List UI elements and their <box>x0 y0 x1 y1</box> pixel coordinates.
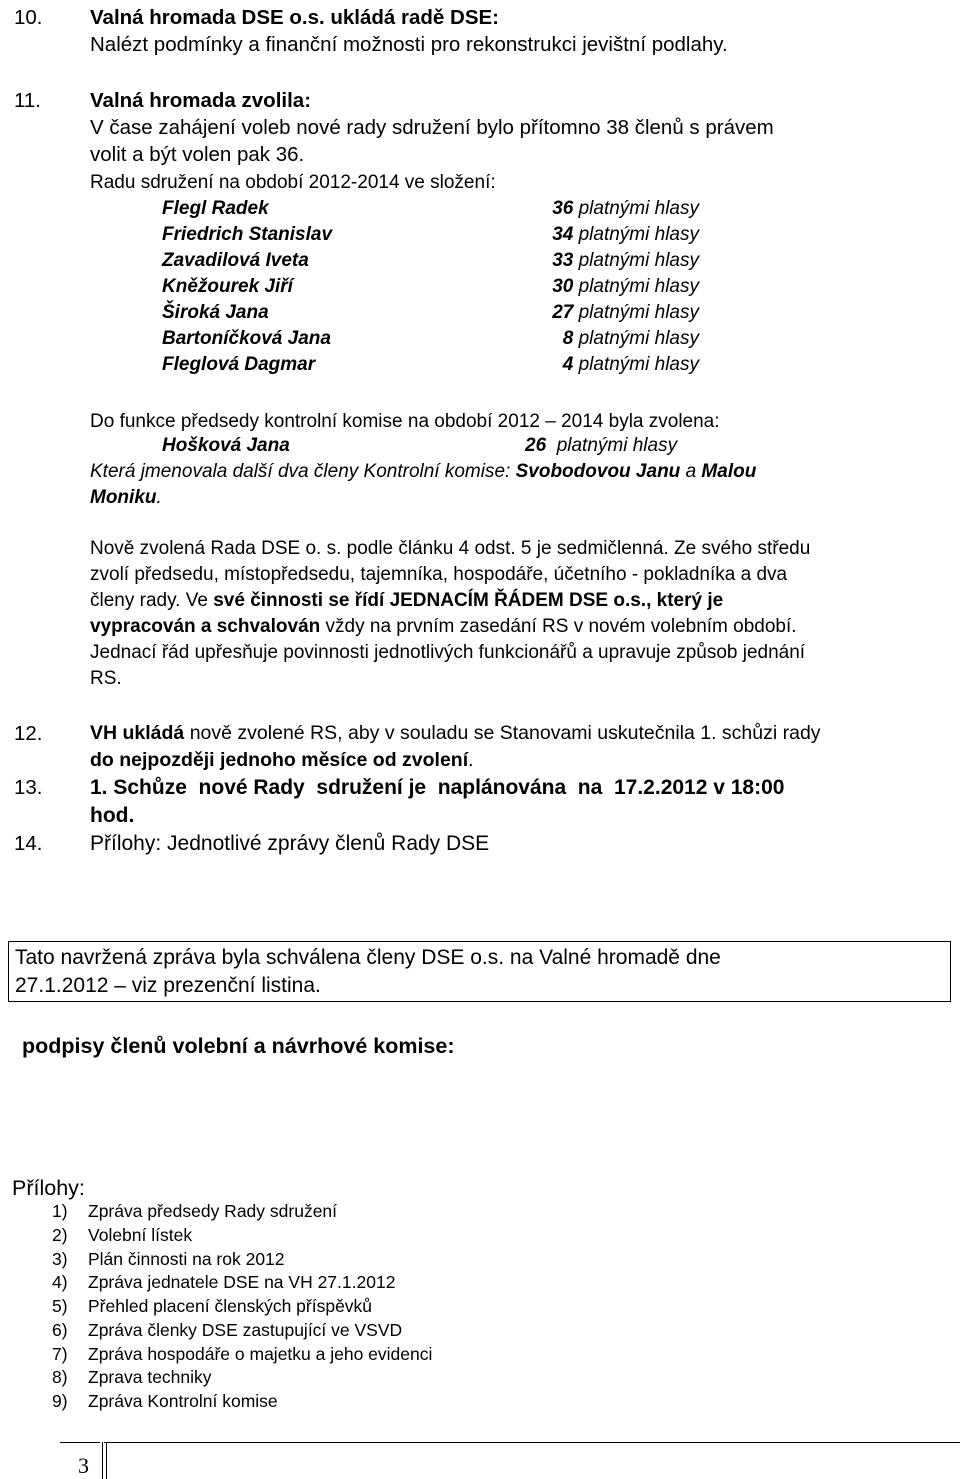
attachment-title: Zpráva členky DSE zastupující ve VSVD <box>88 1320 403 1340</box>
council-member-votes <box>518 325 699 352</box>
footer-rule <box>60 1442 100 1443</box>
council-member-votes <box>518 273 699 300</box>
attachment-number: 6) <box>52 1320 68 1340</box>
attachment-title: Přehled placení členských příspěvků <box>88 1296 373 1316</box>
appointed-member-2-cont: Moniku <box>90 487 157 508</box>
para-text: členy rady. Ve <box>90 590 214 611</box>
item-13-number: 13. <box>14 776 43 799</box>
attachment-title: Zpráva Kontrolní komise <box>88 1391 278 1411</box>
control-name: Hošková Jana <box>162 435 290 456</box>
votes-suffix: platnými hlasy <box>578 302 699 323</box>
attachments-title: Přílohy: <box>12 1176 85 1200</box>
attachment-number: 5) <box>52 1296 68 1316</box>
item-11-number: 11. <box>14 89 41 112</box>
attachment-item <box>52 1200 337 1222</box>
council-member-votes <box>518 195 699 222</box>
item-13-line2: hod. <box>90 804 135 827</box>
footer-rule <box>104 1442 960 1443</box>
item-13-line1: 1. Schůze nové Rady sdružení je naplánována na 17.2.2012 v 18:00 <box>90 776 785 799</box>
council-member-name: Zavadilová Iveta <box>162 250 309 271</box>
attachment-item <box>52 1343 432 1365</box>
votes-count: 33 <box>552 250 574 271</box>
council-member-name: Friedrich Stanislav <box>162 224 333 245</box>
para-line <box>90 613 797 640</box>
appointed-line-2 <box>90 484 162 511</box>
votes-suffix: platnými hlasy <box>578 224 699 245</box>
item-12-line2 <box>90 747 474 774</box>
approval-line2: 27.1.2012 – viz prezenční listina. <box>15 974 321 997</box>
item-12-text: nově zvolené RS, aby v souladu se Stanovami uskutečnila 1. schůzi rady <box>184 722 821 744</box>
para-line: Jednací řád upřesňuje povinnosti jednotlivých funkcionářů a upravuje způsob jednání <box>90 642 806 663</box>
votes-suffix: platnými hlasy <box>578 354 699 375</box>
attachment-title: Plán činnosti na rok 2012 <box>88 1249 285 1269</box>
item-12-bold-deadline: do nejpozději jednoho měsíce od zvolení <box>90 749 469 771</box>
approval-line1: Tato navržená zpráva byla schválena členy DSE o.s. na Valné hromadě dne <box>15 946 721 969</box>
votes-suffix: platnými hlasy <box>578 198 699 219</box>
attachment-number: 9) <box>52 1391 68 1411</box>
attachment-item <box>52 1319 402 1341</box>
council-member-name: Fleglová Dagmar <box>162 354 316 375</box>
attachment-item <box>52 1390 278 1412</box>
control-intro: Do funkce předsedy kontrolní komise na období 2012 – 2014 byla zvolena: <box>90 411 720 432</box>
council-member-name: Široká Jana <box>162 302 269 323</box>
item-12-line1 <box>90 720 821 747</box>
votes-count: 34 <box>552 224 574 245</box>
item-10-number: 10. <box>14 6 43 29</box>
votes-count: 8 <box>562 328 574 349</box>
attachment-number: 7) <box>52 1344 68 1364</box>
attachment-title: Zpráva hospodáře o majetku a jeho evidenci <box>88 1344 433 1364</box>
item-11-line1: V čase zahájení voleb nové rady sdružení bylo přítomno 38 členů s právem <box>90 116 774 139</box>
appointed-member-1: Svobodovou Janu <box>515 461 681 482</box>
votes-suffix: platnými hlasy <box>578 328 699 349</box>
item-12-period: . <box>468 749 474 771</box>
appointed-line <box>90 458 756 485</box>
para-line <box>90 587 723 614</box>
council-member-name: Bartoníčková Jana <box>162 328 331 349</box>
attachment-title: Volební lístek <box>88 1225 193 1245</box>
council-member-votes <box>518 221 699 248</box>
votes-suffix: platnými hlasy <box>578 276 699 297</box>
attachment-number: 1) <box>52 1201 68 1221</box>
votes-count: 4 <box>562 354 574 375</box>
council-member-name: Kněžourek Jiří <box>162 276 293 297</box>
para-bold: vypracován a schvalován <box>90 616 321 637</box>
attachment-title: Zprava techniky <box>88 1367 212 1387</box>
page-number: 3 <box>78 1453 89 1478</box>
control-votes-count: 26 <box>525 435 547 456</box>
para-line: zvolí předsedu, místopředsedu, tajemníka, hospodáře, účetního - pokladníka a dva <box>90 564 788 585</box>
attachment-number: 3) <box>52 1249 68 1269</box>
item-10-title: Valná hromada DSE o.s. ukládá radě DSE: <box>90 6 499 29</box>
attachment-title: Zpráva jednatele DSE na VH 27.1.2012 <box>88 1272 396 1292</box>
item-12-number: 12. <box>14 722 43 745</box>
control-votes <box>525 432 677 459</box>
attachment-number: 2) <box>52 1225 68 1245</box>
item-12-bold: VH ukládá <box>90 722 185 744</box>
appointed-text: Která jmenovala další dva členy Kontrolní komise: <box>90 461 516 482</box>
para-bold: své činnosti se řídí JEDNACÍM ŘÁDEM DSE o.s., který je <box>213 590 724 611</box>
control-votes-suffix: platnými hlasy <box>556 435 678 456</box>
signatures-heading: podpisy členů volební a návrhové komise: <box>22 1034 455 1058</box>
item-10-text: Nalézt podmínky a finanční možnosti pro rekonstrukci jevištní podlahy. <box>90 33 728 56</box>
approval-box <box>8 941 951 1002</box>
council-intro: Radu sdružení na období 2012-2014 ve složení: <box>90 172 496 193</box>
para-text: vždy na prvním zasedání RS v novém volebním období. <box>320 616 797 637</box>
appointed-member-2: Malou <box>701 461 757 482</box>
item-11-title: Valná hromada zvolila: <box>90 89 312 112</box>
footer-divider <box>106 1442 107 1479</box>
item-11-line2: volit a být volen pak 36. <box>90 143 305 166</box>
item-14-text: Přílohy: Jednotlivé zprávy členů Rady DSE <box>90 832 490 855</box>
attachment-item <box>52 1295 372 1317</box>
footer-divider <box>102 1442 103 1479</box>
votes-suffix: platnými hlasy <box>578 250 699 271</box>
appointed-period: . <box>156 487 162 508</box>
council-member-votes <box>518 247 699 274</box>
attachment-item <box>52 1366 212 1388</box>
para-line: RS. <box>90 668 122 689</box>
item-14-number: 14. <box>14 832 43 855</box>
attachment-item <box>52 1224 192 1246</box>
attachment-title: Zpráva předsedy Rady sdružení <box>88 1201 338 1221</box>
council-member-votes <box>518 299 699 326</box>
attachment-item <box>52 1248 285 1270</box>
council-member-name: Flegl Radek <box>162 198 269 219</box>
appointed-conj: a <box>680 461 702 482</box>
votes-count: 30 <box>552 276 574 297</box>
votes-count: 27 <box>552 302 574 323</box>
attachment-number: 8) <box>52 1367 68 1387</box>
votes-count: 36 <box>552 198 574 219</box>
council-member-votes <box>518 351 699 378</box>
attachment-item <box>52 1271 395 1293</box>
para-line: Nově zvolená Rada DSE o. s. podle článku 4 odst. 5 je sedmičlenná. Ze svého středu <box>90 538 811 559</box>
attachment-number: 4) <box>52 1272 68 1292</box>
